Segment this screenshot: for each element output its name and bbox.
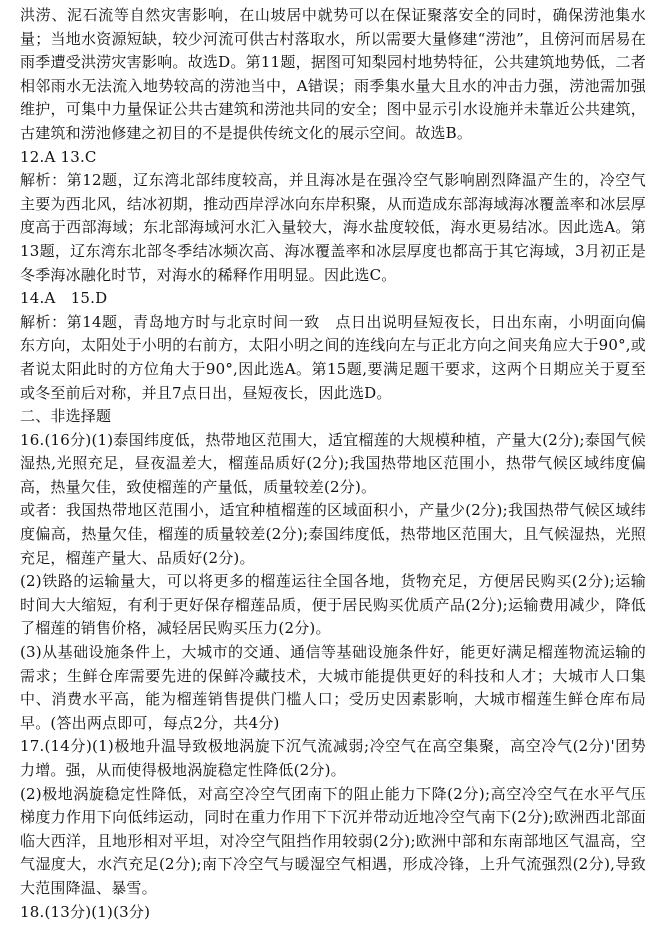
paragraph-q17-part1: 17.(14分)(1)极地升温导致极地涡旋下沉气流减弱;冷空气在高空集聚，高空冷气(2分)'团势力增。强，从而使得极地涡旋稳定性降低(2分)。 [20,737,646,779]
paragraph-q16-part3: (3)从基础设施条件上，大城市的交通、通信等基础设施条件好，能更好满足榴莲物流运输的需求；生鲜仓库需要先进的保鲜冷藏技术，大城市能提供更好的科技和人才；大城市人口集中、消费水平高，能为榴莲销售提供门槛人口；受历史因素影响，大城市榴莲生鲜仓库布局早。(答出两点即可，每点2分，共4分) [20,643,646,732]
answer-line-q14-15: 14.A 15.D [20,289,108,308]
paragraph-q16-part1: 16.(16分)(1)泰国纬度低，热带地区范围大，适宜榴莲的大规模种植，产量大(2分);泰国气候湿热,光照充足，昼夜温差大，榴莲品质好(2分);我国热带地区范围小，热带气候区域纬度偏高，热量欠佳，致使榴莲的产量低，质量较差(2分)。 [20,430,646,496]
section-heading-non-choice: 二、非选择题 [20,407,112,426]
paragraph-q12-13-analysis: 解析：第12题，辽东湾北部纬度较高，并且海冰是在强冷空气影响剧烈降温产生的，冷空气主要为西北风，结冰初期，推动西岸浮冰向东岸积聚，从而造成东部海域海冰覆盖率和冰层厚度高于西部海域；东北部海域河水汇入量较大，海水盐度较低，海水更易结冰。因此选A。第13题，辽东湾东北部冬季结冰频次高、海冰覆盖率和冰层厚度也都高于其它海域，3月初正是冬季海冰融化时节，对海水的稀释作用明显。因此选C。 [20,171,646,284]
paragraph-q14-15-analysis: 解析：第14题，青岛地方时与北京时间一致 点日出说明昼短夜长，日出东南，小明面向偏东方向，太阳处于小明的右前方，太阳小明之间的连线向左与正北方向之间夹角应大于90°,或者说太阳此时的方位角大于90°,因此选A。第15题,要满足题干要求，这两个日期应关于夏至或冬至前后对称，并且7点日出，昼短夜长，因此选D。 [20,312,646,402]
answer-document [20,4,646,924]
paragraph-q16-part1-alternative: 或者：我国热带地区范围小，适宜种植榴莲的区域面积小，产量少(2分);我国热带气候区域纬度偏高，热量欠佳，榴莲的质量较差(2分);泰国纬度低，热带地区范围大，且气候湿热，光照充足，榴莲产量大、品质好(2分)。 [20,501,646,567]
paragraph-q10-11-analysis: 洪涝、泥石流等自然灾害影响，在山坡居中就势可以在保证聚落安全的同时，确保涝池集水量；当地水资源短缺，较少河流可供古村落取水，所以需要大量修建“涝池”，且傍河而居易在雨季遭受洪涝灾害影响。故选D。第11题，据图可知梨园村地势特征，公共建筑地势低，二者相邻雨水无法流入地势较高的涝池当中，A错误；雨季集水量大且水的冲击力强，涝池需加强维护，可集中力量保证公共古建筑和涝池共同的安全；图中显示引水设施并未靠近公共建筑，古建筑和涝池修建之初目的不是提供传统文化的展示空间。故选B。 [20,6,646,142]
paragraph-q17-part2: (2)极地涡旋稳定性降低，对高空冷空气团南下的阻止能力下降(2分);高空冷空气在水平气压梯度力作用下向低纬运动，同时在重力作用下下沉并带动近地冷空气南下(2分);欧洲西北部面临大西洋，且地形相对平坦，对冷空气阻挡作用较弱(2分);欧洲中部和东南部地区气温高，空气湿度大，水汽充足(2分);南下冷空气与暖湿空气相遇，形成冷锋，上升气流强烈(2分),导致大范围降温、暴雪。 [20,784,646,897]
paragraph-q16-part2: (2)铁路的运输量大，可以将更多的榴莲运往全国各地，货物充足，方便居民购买(2分);运输时间大大缩短，有利于更好保存榴莲品质，便于居民购买优质产品(2分);运输费用减少，降低了榴莲的销售价格，减轻居民购买压力(2分)。 [20,572,646,638]
answer-line-q12-13: 12.A 13.C [20,147,97,166]
answer-line-q18: 18.(13分)(1)(3分) [20,902,151,921]
